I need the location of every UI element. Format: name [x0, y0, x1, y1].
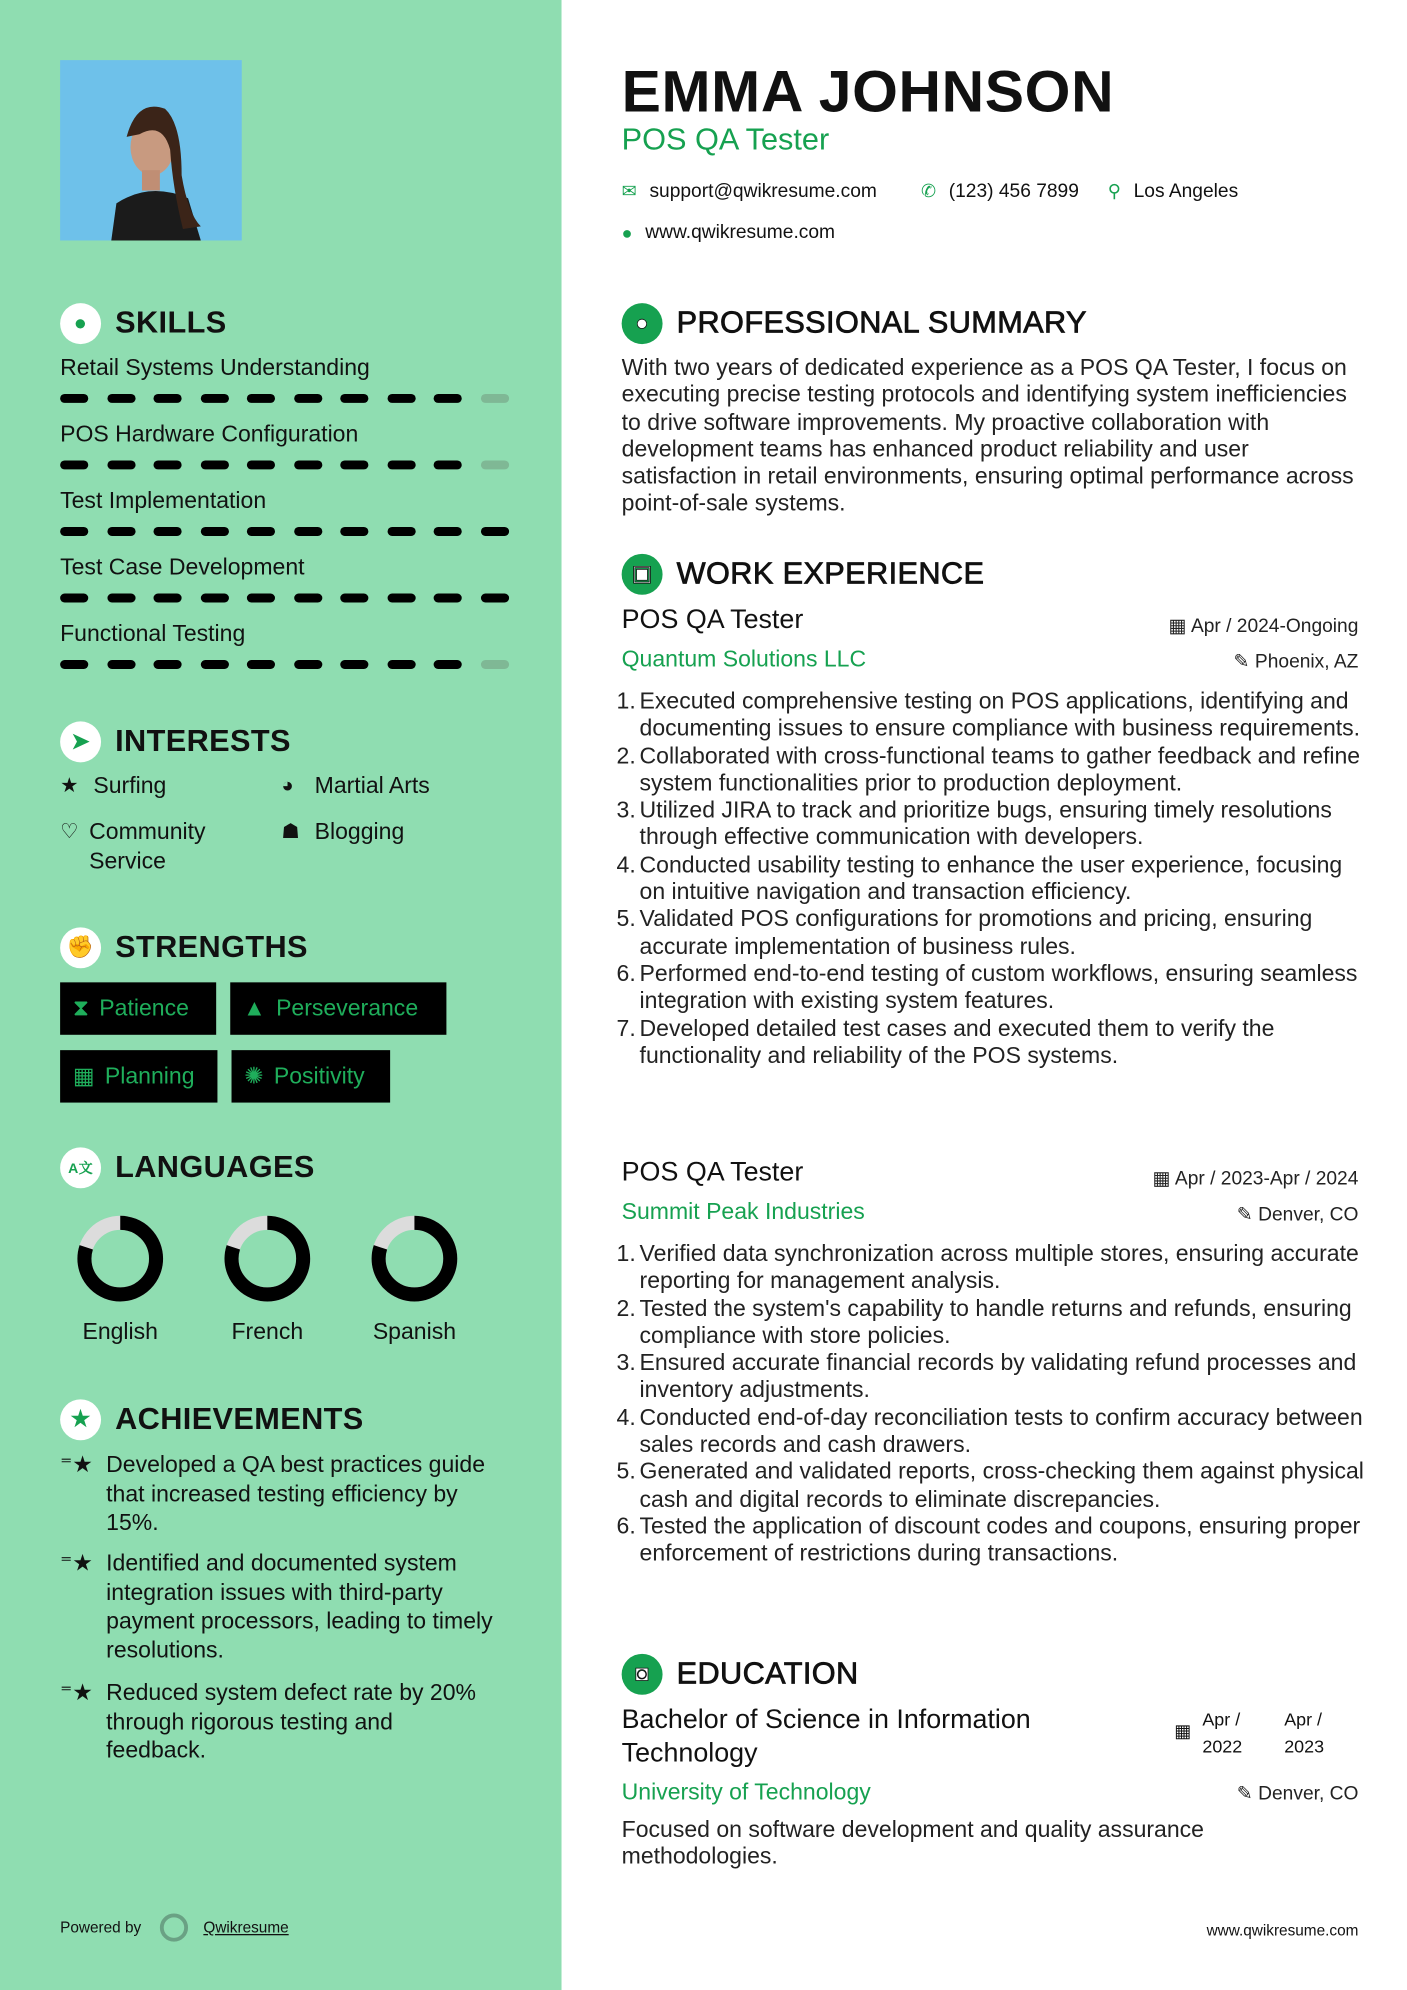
map-pin-icon: ⚲	[1107, 180, 1121, 201]
skill-label: POS Hardware Configuration	[60, 420, 359, 447]
interests-heading: ➤ INTERESTS	[60, 720, 291, 763]
skill-level-bar	[60, 527, 508, 536]
skill-level-dash	[107, 527, 135, 536]
skill-level-dash	[387, 594, 415, 603]
school: University of Technology	[621, 1779, 871, 1805]
skill-level-dash	[60, 527, 88, 536]
summary-text: With two years of dedicated experience as a POS QA Tester, I focus on executing precise testing protocols and identifying system inefficiencies to drive software improvements. My proactive collaboration with development teams has enhanced product reliability and user satisfaction in retail environments, ensuring optimal performance across point-of-sale systems.	[621, 354, 1354, 517]
skill-level-dash	[434, 527, 462, 536]
skill-level-dash	[340, 594, 368, 603]
skill-level-dash	[60, 660, 88, 669]
skill-level-dash	[434, 660, 462, 669]
sun-icon: ✺	[244, 1062, 264, 1089]
profile-photo	[60, 60, 242, 240]
skill-level-dash	[294, 460, 322, 469]
skill-level-dash	[247, 527, 275, 536]
skill-label: Test Case Development	[60, 553, 305, 580]
fist-icon: ✊	[60, 927, 101, 968]
skill-level-dash	[480, 660, 508, 669]
skills-heading: ● SKILLS	[60, 302, 226, 345]
skill-level-dash	[107, 660, 135, 669]
skill-level-dash	[60, 394, 88, 403]
skill-level-dash	[480, 394, 508, 403]
skill-level-dash	[434, 460, 462, 469]
skill-level-dash	[153, 460, 181, 469]
skill-level-dash	[247, 660, 275, 669]
language-donut	[370, 1214, 460, 1304]
paper-plane-icon: ➤	[60, 721, 101, 762]
strengths-heading: ✊ STRENGTHS	[60, 926, 308, 969]
road-icon: ▲	[243, 995, 266, 1021]
skill-level-dash	[153, 660, 181, 669]
job-location: ✎ Phoenix, AZ	[1233, 651, 1359, 673]
office-chair-icon: ▣	[622, 554, 663, 595]
skill-level-bar	[60, 594, 508, 603]
star-icon: ★	[60, 775, 79, 797]
job-date: ▦ Apr / 2024-Ongoing	[1168, 615, 1359, 637]
achievements-heading: ★ ACHIEVEMENTS	[60, 1398, 364, 1441]
education-end-date: Apr / 2023	[1284, 1708, 1325, 1757]
achievement-item: ⁼★ Identified and documented system integration issues with third-party payment processors, leading to timely resolutions.	[60, 1550, 493, 1663]
user-icon: ●	[622, 303, 663, 344]
skill-level-dash	[294, 527, 322, 536]
list-item: Performed end-to-end testing of custom workflows, ensuring seamless integration with existing system features.	[639, 960, 1358, 1014]
hourglass-icon: ⧗	[72, 995, 90, 1021]
star-icon: ⁼★	[60, 1550, 93, 1576]
list-item: Utilized JIRA to track and prioritize bugs, ensuring timely resolutions through effective communication with developers.	[639, 797, 1332, 850]
skill-level-dash	[387, 527, 415, 536]
globe-icon: ◕	[281, 775, 294, 797]
job-responsibilities	[617, 688, 1372, 1069]
skill-level-dash	[480, 594, 508, 603]
pin-icon: ✎	[1236, 1203, 1259, 1226]
contact-website[interactable]: ● www.qwikresume.com	[621, 221, 836, 244]
calendar-icon: ▦	[1152, 1167, 1175, 1190]
job-position: POS QA Tester	[621, 1157, 804, 1188]
list-item: Ensured accurate financial records by validating refund processes and inventory adjustments.	[639, 1349, 1357, 1403]
skill-level-dash	[340, 394, 368, 403]
skill-level-dash	[60, 460, 88, 469]
skill-label: Test Implementation	[60, 487, 267, 513]
skill-level-dash	[294, 660, 322, 669]
contact-location: ⚲ Los Angeles	[1107, 180, 1239, 203]
pin-icon: ✎	[1236, 1783, 1259, 1805]
language-donut	[75, 1214, 165, 1304]
skill-level-dash	[107, 460, 135, 469]
job-company: Quantum Solutions LLC	[621, 645, 867, 672]
graduate-icon: ◙	[622, 1654, 663, 1695]
list-item: Conducted usability testing to enhance the user experience, focusing on intuitive navigation and transaction efficiency.	[639, 851, 1343, 905]
envelope-icon: ✉	[621, 180, 637, 201]
contact-email[interactable]: ✉ support@qwikresume.com	[621, 180, 877, 203]
skill-level-dash	[480, 460, 508, 469]
language-label: English	[82, 1318, 158, 1345]
education-start-date: Apr / 2022	[1202, 1708, 1243, 1757]
skill-level-bar	[60, 460, 508, 469]
skill-level-dash	[340, 460, 368, 469]
degree: Bachelor of Science in Information Technology	[621, 1705, 1031, 1768]
list-item: Tested the application of discount codes and coupons, ensuring proper enforcement of restrictions during transactions.	[639, 1513, 1361, 1566]
language-icon: A文	[60, 1147, 101, 1188]
skill-level-dash	[247, 394, 275, 403]
phone-icon: ✆	[920, 180, 936, 201]
skill-level-dash	[480, 527, 508, 536]
footer-website: www.qwikresume.com	[1206, 1921, 1359, 1940]
interest-item: ♡ Community Service	[60, 817, 252, 876]
skill-level-dash	[387, 660, 415, 669]
skill-level-dash	[60, 594, 88, 603]
qwikresume-logo-icon	[160, 1914, 188, 1942]
skill-level-bar	[60, 394, 508, 403]
achievement-item: ⁼★ Reduced system defect rate by 20% through rigorous testing and feedback.	[60, 1679, 477, 1763]
powered-by-label: Powered by	[60, 1918, 142, 1937]
pin-icon: ✎	[1233, 651, 1255, 673]
languages-heading: A文 LANGUAGES	[60, 1146, 315, 1189]
skill-level-dash	[153, 594, 181, 603]
job-location: ✎ Denver, CO	[1236, 1203, 1359, 1226]
education-heading: ◙ EDUCATION	[622, 1653, 859, 1696]
skill-level-dash	[153, 527, 181, 536]
skill-level-dash	[247, 594, 275, 603]
skill-level-dash	[200, 460, 228, 469]
language-label: French	[231, 1318, 304, 1345]
contact-phone: ✆ (123) 456 7899	[920, 180, 1079, 203]
skill-level-dash	[387, 394, 415, 403]
job-title: POS QA Tester	[621, 122, 830, 158]
skill-level-bar	[60, 660, 508, 669]
candidate-name: EMMA JOHNSON	[621, 57, 1115, 125]
job-position: POS QA Tester	[621, 605, 804, 635]
skill-level-dash	[107, 394, 135, 403]
skill-level-dash	[200, 594, 228, 603]
list-item: Verified data synchronization across multiple stores, ensuring accurate reporting for management analysis.	[639, 1240, 1359, 1294]
sidebar	[0, 0, 562, 1990]
handshake-icon: ♡	[60, 821, 79, 843]
list-item: Collaborated with cross-functional teams to gather feedback and refine system functionalities prior to production deployment.	[639, 742, 1361, 796]
calendar-icon: ▦	[1168, 615, 1191, 637]
skill-level-dash	[340, 527, 368, 536]
interest-item: ★ Surfing	[60, 771, 166, 800]
strength-tag: ⧗ Patience	[60, 982, 216, 1034]
achievement-item: ⁼★ Developed a QA best practices guide that increased testing efficiency by 15%.	[60, 1451, 486, 1535]
skill-level-dash	[153, 394, 181, 403]
skill-level-dash	[107, 594, 135, 603]
experience-heading: ▣ WORK EXPERIENCE	[622, 553, 985, 596]
skill-level-dash	[247, 460, 275, 469]
list-item: Generated and validated reports, cross-checking them against physical cash and digital records to eliminate discrepancies.	[639, 1458, 1364, 1512]
skill-level-dash	[294, 394, 322, 403]
interest-item: ◕ Martial Arts	[281, 771, 429, 800]
users-icon: ☗	[281, 821, 300, 843]
interest-item: ☗ Blogging	[281, 817, 404, 846]
skill-level-dash	[200, 527, 228, 536]
education-description: Focused on software development and quality assurance methodologies.	[621, 1816, 1204, 1870]
language-label: Spanish	[372, 1318, 457, 1345]
list-item: Executed comprehensive testing on POS applications, identifying and documenting issues to ensure compliance with business requirements.	[639, 688, 1361, 741]
job-responsibilities	[617, 1241, 1372, 1568]
calendar-icon: ▦	[72, 1062, 95, 1089]
job-date: ▦ Apr / 2023-Apr / 2024	[1152, 1167, 1359, 1190]
skill-label: Functional Testing	[60, 620, 246, 646]
skill-level-dash	[387, 460, 415, 469]
list-item: Developed detailed test cases and executed them to verify the functionality and reliability of the POS systems.	[639, 1015, 1275, 1068]
skill-label: Retail Systems Understanding	[60, 354, 370, 380]
qwikresume-link[interactable]: Qwikresume	[203, 1918, 289, 1937]
summary-heading: ● PROFESSIONAL SUMMARY	[622, 302, 1087, 345]
skill-level-dash	[434, 594, 462, 603]
strength-tag: ▦ Planning	[60, 1050, 217, 1102]
lightbulb-icon: ●	[60, 303, 101, 344]
skill-level-dash	[294, 594, 322, 603]
list-item: Conducted end-of-day reconciliation tests to confirm accuracy between sales records and cash drawers.	[639, 1404, 1363, 1457]
job-company: Summit Peak Industries	[621, 1198, 865, 1225]
language-donut	[223, 1214, 313, 1304]
skill-level-dash	[434, 394, 462, 403]
skill-level-dash	[340, 660, 368, 669]
strength-tag: ▲ Perseverance	[230, 982, 446, 1034]
skill-level-dash	[200, 660, 228, 669]
education-location: ✎ Denver, CO	[1236, 1783, 1359, 1805]
globe-icon: ●	[621, 221, 633, 243]
award-star-icon: ★	[60, 1399, 101, 1440]
star-icon: ⁼★	[60, 1451, 93, 1478]
skill-level-dash	[200, 394, 228, 403]
calendar-icon: ▦	[1174, 1720, 1192, 1741]
star-icon: ⁼★	[60, 1679, 93, 1706]
list-item: Tested the system's capability to handle returns and refunds, ensuring compliance with store policies.	[639, 1295, 1352, 1349]
strength-tag: ✺ Positivity	[232, 1050, 391, 1102]
list-item: Validated POS configurations for promotions and pricing, ensuring accurate implementation of business rules.	[639, 906, 1313, 959]
